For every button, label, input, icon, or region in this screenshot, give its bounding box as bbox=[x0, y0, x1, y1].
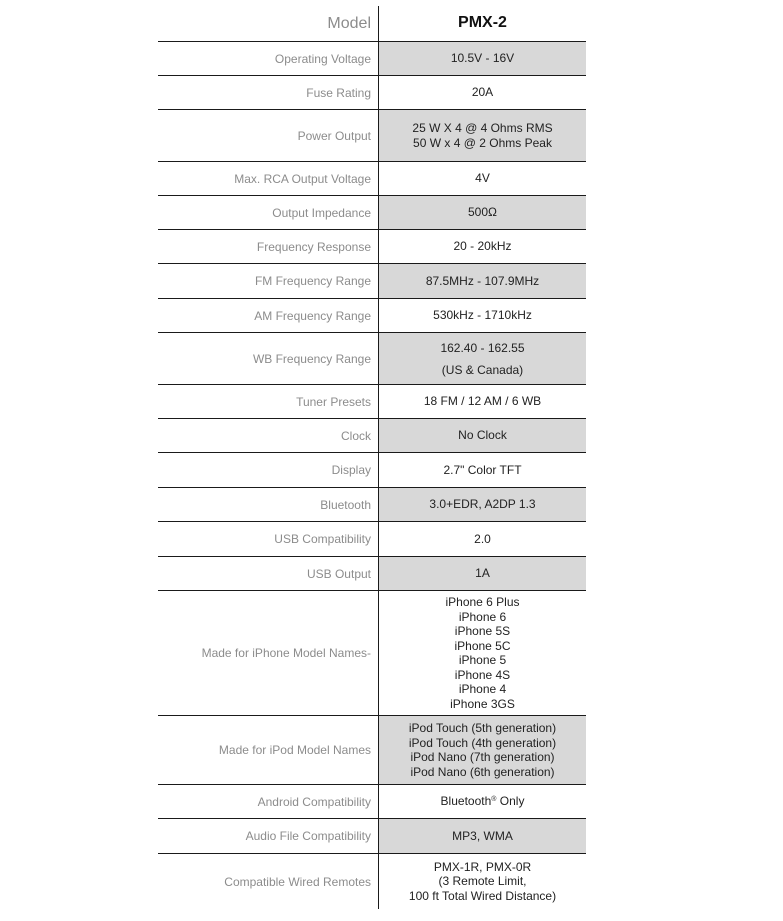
row-fuse-rating bbox=[158, 76, 586, 110]
row-value: iPhone 6 Plus iPhone 6 iPhone 5S iPhone 5C iPhone 5 iPhone 4S iPhone 4 iPhone 3GS bbox=[445, 595, 520, 711]
row-frequency-response bbox=[158, 230, 586, 264]
row-operating-voltage bbox=[158, 42, 586, 76]
row-label: WB Frequency Range bbox=[158, 333, 379, 384]
row-label: Made for iPhone Model Names- bbox=[158, 591, 379, 715]
row-value: 1A bbox=[379, 557, 586, 590]
row-label: Frequency Response bbox=[158, 230, 379, 263]
row-value: 530kHz - 1710kHz bbox=[433, 308, 532, 323]
row-value: 3.0+EDR, A2DP 1.3 bbox=[379, 488, 586, 521]
row-compatible-wired-remotes bbox=[158, 854, 586, 909]
row-value bbox=[379, 785, 586, 818]
row-label: Compatible Wired Remotes bbox=[158, 854, 379, 909]
row-label: AM Frequency Range bbox=[158, 299, 379, 332]
header-label: Model bbox=[158, 6, 379, 41]
model-name: PMX-2 bbox=[458, 14, 507, 32]
row-value: 2.7" Color TFT bbox=[443, 462, 522, 477]
row-made-for-iphone bbox=[158, 591, 586, 716]
row-value: 25 W X 4 @ 4 Ohms RMS 50 W x 4 @ 2 Ohms Peak bbox=[379, 110, 586, 161]
row-value: 500Ω bbox=[379, 196, 586, 229]
row-value: 20A bbox=[471, 85, 494, 100]
row-label: Output Impedance bbox=[158, 196, 379, 229]
row-label: Bluetooth bbox=[158, 488, 379, 521]
row-output-impedance bbox=[158, 196, 586, 230]
row-value: PMX-1R, PMX-0R (3 Remote Limit, 100 ft Total Wired Distance) bbox=[408, 859, 557, 903]
row-value: 4V bbox=[475, 171, 490, 186]
row-value: No Clock bbox=[379, 419, 586, 452]
row-label: Fuse Rating bbox=[158, 76, 379, 109]
row-label: Made for iPod Model Names bbox=[158, 716, 379, 784]
row-label: Display bbox=[158, 453, 379, 487]
row-label: USB Output bbox=[158, 557, 379, 590]
row-label: Operating Voltage bbox=[158, 42, 379, 75]
row-display bbox=[158, 453, 586, 488]
row-label: Clock bbox=[158, 419, 379, 452]
row-label: Power Output bbox=[158, 110, 379, 161]
row-label: FM Frequency Range bbox=[158, 264, 379, 298]
row-value: 162.40 - 162.55 (US & Canada) bbox=[379, 333, 586, 384]
row-value: 20 - 20kHz bbox=[453, 239, 512, 254]
row-value: 10.5V - 16V bbox=[379, 42, 586, 75]
row-tuner-presets bbox=[158, 385, 586, 419]
row-android-compatibility bbox=[158, 785, 586, 819]
row-usb-output bbox=[158, 557, 586, 591]
row-made-for-ipod bbox=[158, 716, 586, 785]
row-value: 87.5MHz - 107.9MHz bbox=[379, 264, 586, 298]
row-power-output bbox=[158, 110, 586, 162]
row-audio-file-compatibility bbox=[158, 819, 586, 854]
row-max-rca-output-voltage bbox=[158, 162, 586, 196]
row-value: iPod Touch (5th generation) iPod Touch (4th generation) iPod Nano (7th generation) iPod Nano (6th generation) bbox=[379, 716, 586, 784]
row-label: USB Compatibility bbox=[158, 522, 379, 556]
row-label: Tuner Presets bbox=[158, 385, 379, 418]
row-am-frequency-range bbox=[158, 299, 586, 333]
row-usb-compatibility bbox=[158, 522, 586, 557]
row-label: Android Compatibility bbox=[158, 785, 379, 818]
row-bluetooth bbox=[158, 488, 586, 522]
table-header-row bbox=[158, 6, 586, 42]
registered-mark: ® bbox=[491, 796, 497, 804]
row-wb-frequency-range bbox=[158, 333, 586, 385]
row-clock bbox=[158, 419, 586, 453]
row-value: MP3, WMA bbox=[379, 819, 586, 853]
value-suffix: Only bbox=[496, 794, 525, 809]
row-value: 2.0 bbox=[474, 531, 491, 546]
row-value: 18 FM / 12 AM / 6 WB bbox=[423, 394, 542, 409]
row-label: Max. RCA Output Voltage bbox=[158, 162, 379, 195]
row-label: Audio File Compatibility bbox=[158, 819, 379, 853]
row-fm-frequency-range bbox=[158, 264, 586, 299]
value-prefix: Bluetooth bbox=[440, 794, 492, 809]
spec-table bbox=[158, 6, 586, 909]
